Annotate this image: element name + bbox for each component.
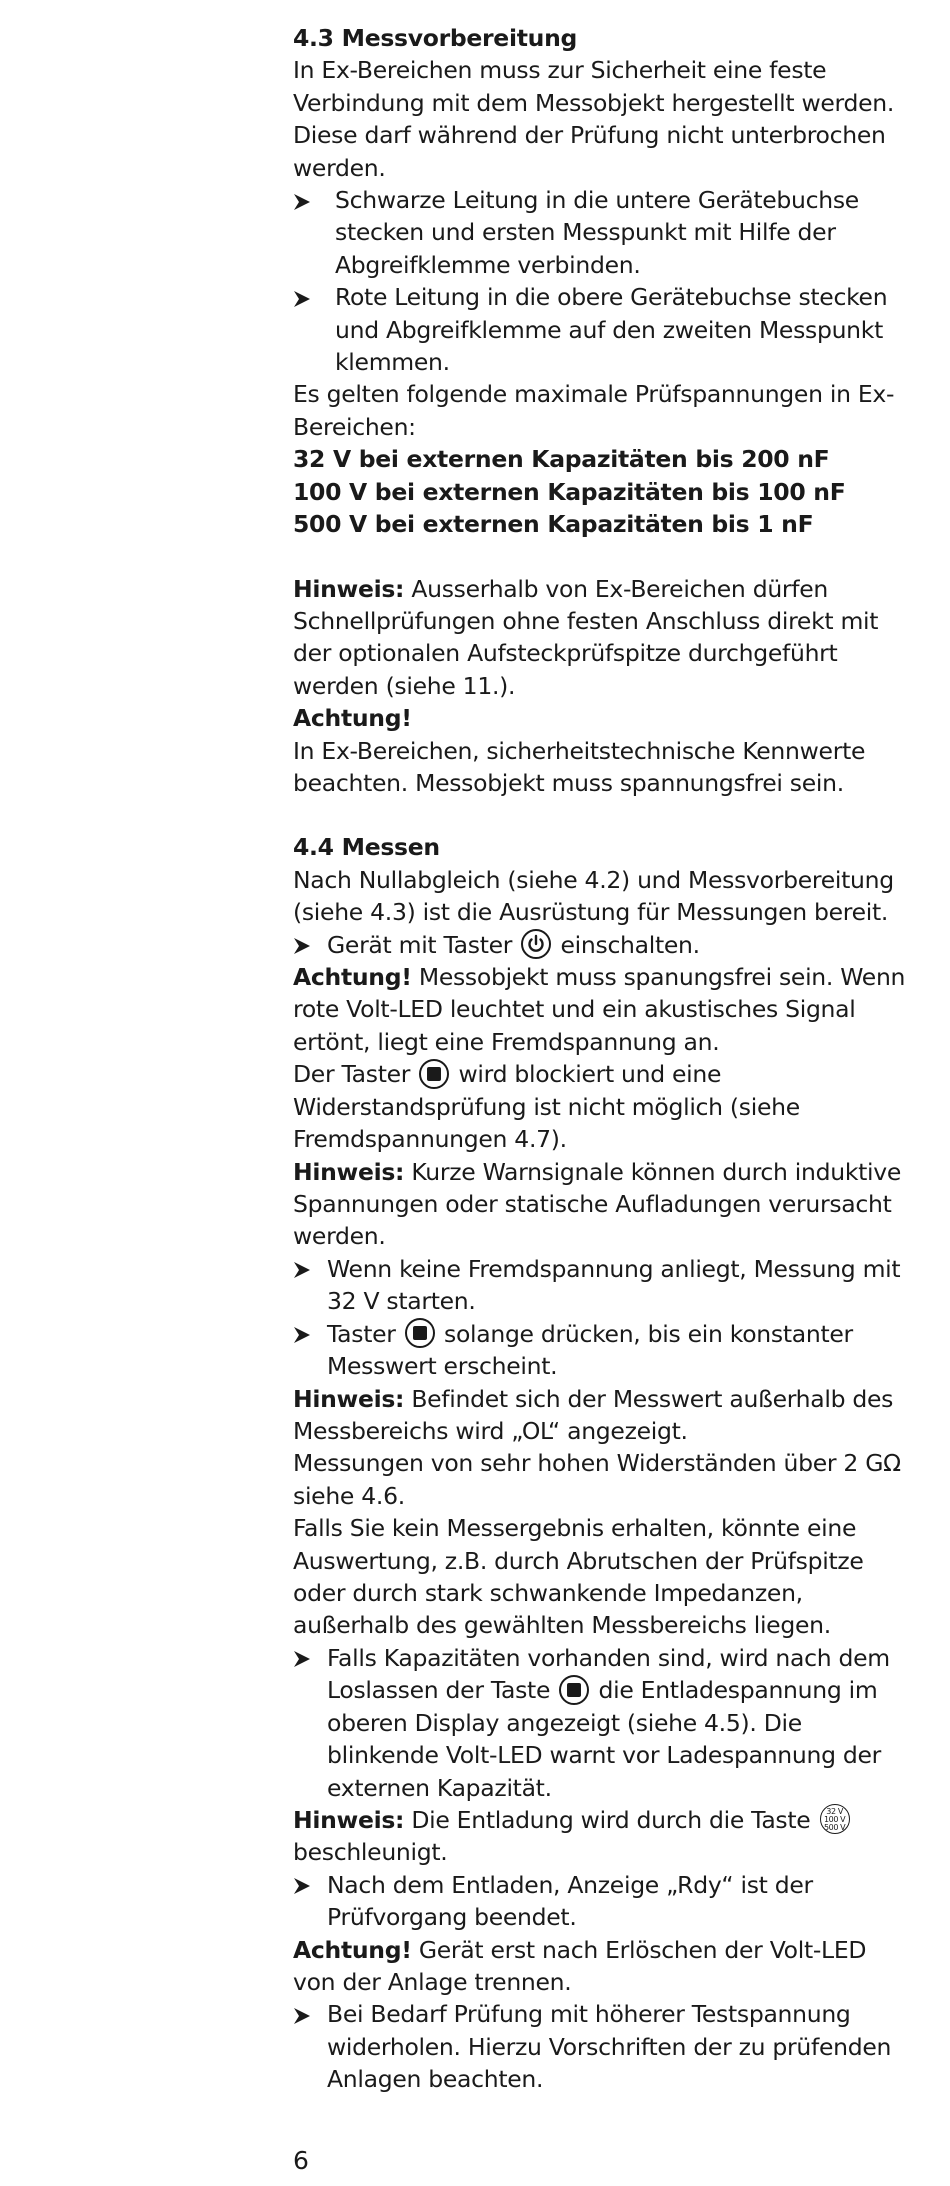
section-heading-4-4: 4.4 Messen — [293, 833, 440, 862]
note-label: Hinweis: — [293, 1805, 405, 1834]
list-item: Bei Bedarf Prüfung mit höherer Testspannung widerholen. Hierzu Vorschriften der zu prüfenden Anlagen beachten. — [293, 1998, 913, 2095]
paragraph: Es gelten folgende maximale Prüfspannungen in Ex-Bereichen: — [293, 380, 895, 441]
arrowhead-bullet-icon — [293, 929, 323, 961]
note-paragraph: Hinweis: Die Entladung wird durch die Taste 32 V 100 V 500 V beschleunigt. — [293, 1804, 913, 1869]
list-item: Nach dem Entladen, Anzeige „Rdy“ ist der Prüfvorgang beendet. — [293, 1869, 913, 1934]
arrowhead-bullet-icon — [293, 184, 323, 216]
stop-square-button-icon — [559, 1675, 589, 1705]
stop-square-button-icon — [419, 1059, 449, 1089]
stop-square-button-icon — [405, 1318, 435, 1348]
paragraph: Nach Nullabgleich (siehe 4.2) und Messvorbereitung (siehe 4.3) ist die Ausrüstung für Messungen bereit. — [293, 865, 894, 927]
list-item — [293, 184, 913, 281]
note-label: Hinweis: — [293, 1157, 405, 1186]
note-text: Ausserhalb von Ex-Bereichen dürfen Schnellprüfungen ohne festen Anschluss direkt mit der optionalen Aufsteckprüfspitze durchgeführt werden (siehe 11.). — [293, 574, 879, 700]
list-item: Gerät mit Taster einschalten. — [293, 929, 913, 962]
paragraph: Falls Sie kein Messergebnis erhalten, könnte eine Auswertung, z.B. durch Abrutschen der Prüfspitze oder durch stark schwankende Impedanzen, außerhalb des gewählten Messbereichs liegen. — [293, 1514, 864, 1640]
arrowhead-bullet-icon — [293, 1998, 323, 2030]
note-paragraph: Hinweis: Kurze Warnsignale können durch induktive Spannungen oder statische Aufladungen verursacht werden. — [293, 1157, 902, 1251]
voltage-limit: 100 V bei externen Kapazitäten bis 100 nF — [293, 477, 846, 506]
list-item: Wenn keine Fremdspannung anliegt, Messung mit 32 V starten. — [293, 1253, 913, 1318]
caution-paragraph: Achtung! Messobjekt muss spanungsfrei sein. Wenn rote Volt-LED leuchtet und ein akustisches Signal ertönt, liegt eine Fremdspannung an. — [293, 963, 906, 1056]
section-heading-4-3: 4.3 Messvorbereitung — [293, 24, 578, 52]
manual-page — [293, 22, 913, 2096]
paragraph: Der Taster wird blockiert und eine Widerstandsprüfung ist nicht möglich (siehe Fremdspannungen 4.7). — [293, 1060, 800, 1154]
list-item: Falls Kapazitäten vorhanden sind, wird nach dem Loslassen der Taste die Entladespannung im oberen Display angezeigt (siehe 4.5). Die blinkende Volt-LED warnt vor Ladespannung der externen Kapazität. — [293, 1642, 913, 1804]
caution-label: Achtung! — [293, 704, 412, 733]
arrowhead-bullet-icon — [293, 1253, 323, 1285]
caution-label: Achtung! — [293, 963, 412, 992]
arrowhead-bullet-icon — [293, 1869, 323, 1901]
arrowhead-bullet-icon — [293, 281, 323, 313]
paragraph: In Ex-Bereichen muss zur Sicherheit eine feste Verbindung mit dem Messobjekt hergestellt werden. Diese darf während der Prüfung nicht unterbrochen werden. — [293, 56, 895, 182]
note-paragraph — [293, 573, 913, 703]
list-item-text: Schwarze Leitung in die untere Gerätebuchse stecken und ersten Messpunkt mit Hilfe der Abgreifklemme verbinden. — [335, 186, 859, 279]
voltage-limit: 500 V bei externen Kapazitäten bis 1 nF — [293, 510, 814, 539]
list-item — [293, 281, 913, 378]
arrowhead-bullet-icon — [293, 1642, 323, 1674]
voltage-select-button-icon: 32 V 100 V 500 V — [820, 1804, 850, 1834]
page-number: 6 — [293, 2146, 309, 2175]
arrowhead-bullet-icon — [293, 1318, 323, 1350]
voltage-limit: 32 V bei externen Kapazitäten bis 200 nF — [293, 445, 830, 474]
caution-label: Achtung! — [293, 1935, 412, 1964]
caution-text: In Ex-Bereichen, sicherheitstechnische Kennwerte beachten. Messobjekt muss spannungsfrei sein. — [293, 736, 866, 797]
note-label: Hinweis: — [293, 574, 405, 603]
caution-paragraph: Achtung! Gerät erst nach Erlöschen der Volt-LED von der Anlage trennen. — [293, 1935, 867, 1997]
note-paragraph: Hinweis: Befindet sich der Messwert außerhalb des Messbereichs wird „OL“ angezeigt. — [293, 1384, 894, 1445]
list-item: Taster solange drücken, bis ein konstanter Messwert erscheint. — [293, 1318, 913, 1383]
power-button-icon — [521, 929, 551, 959]
list-item-text: Rote Leitung in die obere Gerätebuchse stecken und Abgreifklemme auf den zweiten Messpunkt klemmen. — [335, 283, 888, 377]
paragraph: Messungen von sehr hohen Widerständen über 2 GΩ siehe 4.6. — [293, 1449, 901, 1510]
note-label: Hinweis: — [293, 1384, 405, 1413]
